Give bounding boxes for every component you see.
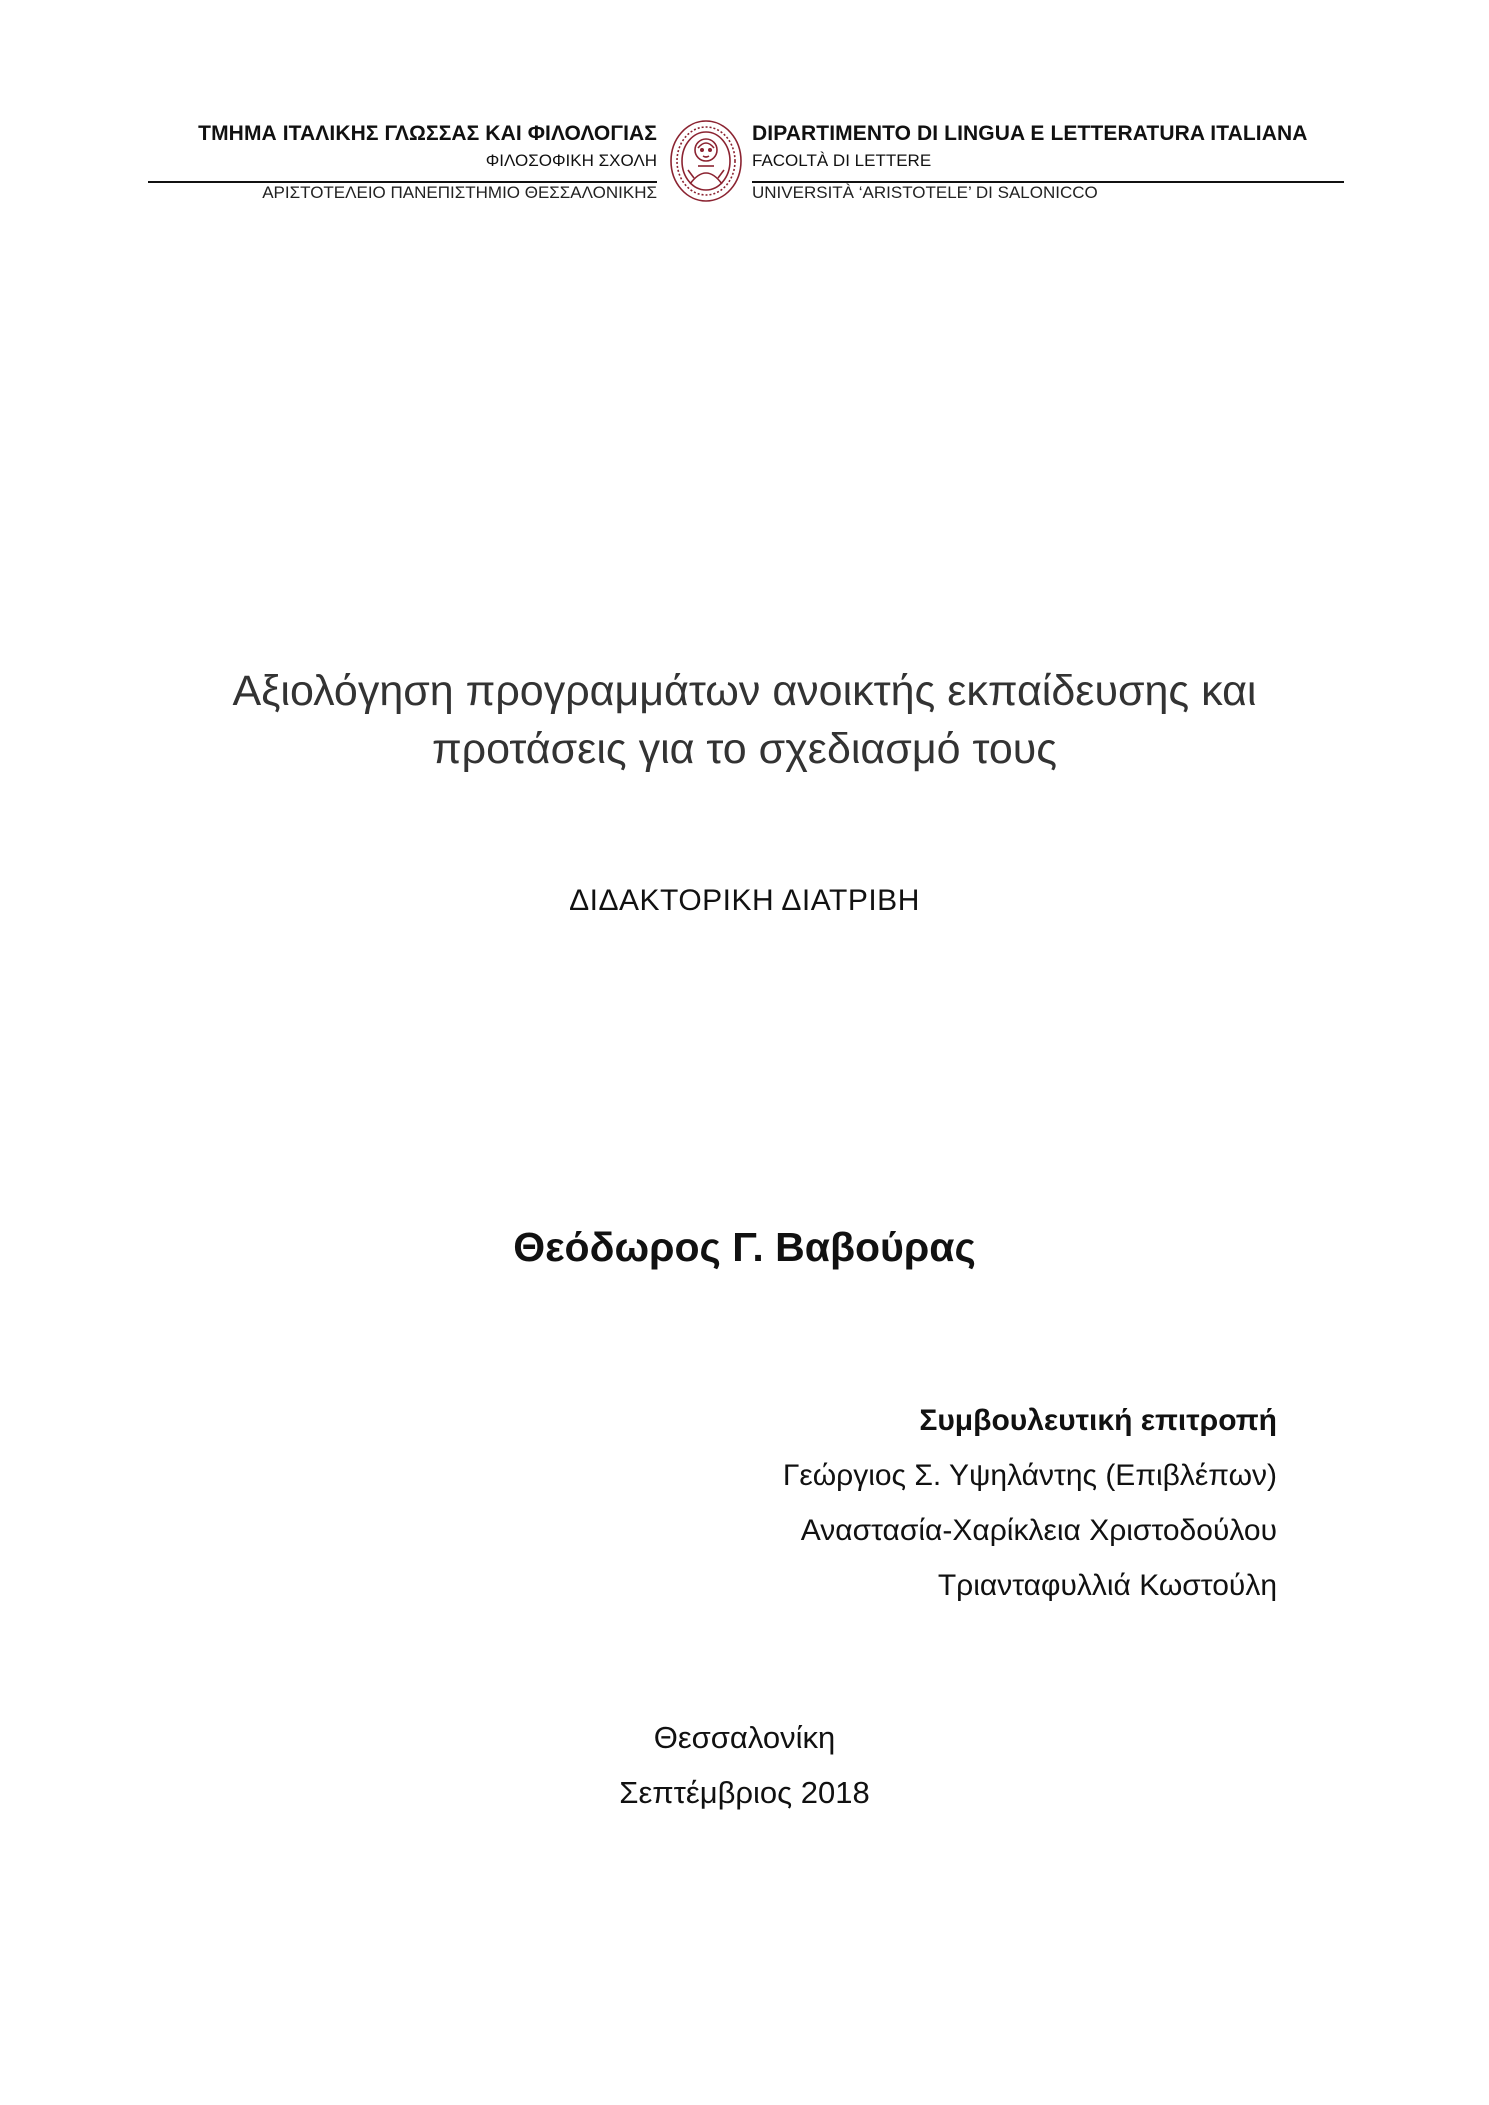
document-type: ΔΙΔΑΚΤΟΡΙΚΗ ΔΙΑΤΡΙΒΗ [569, 884, 920, 917]
thesis-title-line-2: προτάσεις για το σχεδιασμό τους [431, 725, 1058, 773]
advisory-committee [783, 1394, 1277, 1613]
header-department-italian: DIPARTIMENTO DI LINGUA E LETTERATURA ITALIANA [752, 122, 1308, 145]
place: Θεσσαλονίκη [653, 1720, 836, 1755]
committee-member: Αναστασία-Χαρίκλεια Χριστοδούλου [800, 1514, 1277, 1547]
university-seal-icon [668, 118, 744, 204]
header-university-greek: ΑΡΙΣΤΟΤΕΛΕΙΟ ΠΑΝΕΠΙΣΤΗΜΙΟ ΘΕΣΣΑΛΟΝΙΚΗΣ [262, 183, 657, 202]
header-faculty-greek: ΦΙΛΟΣΟΦΙΚΗ ΣΧΟΛΗ [485, 151, 657, 170]
committee-member: Γεώργιος Σ. Υψηλάντης (Επιβλέπων) [782, 1459, 1277, 1492]
header-right-block [752, 122, 1308, 203]
committee-heading: Συμβουλευτική επιτροπή [919, 1404, 1277, 1437]
header-rule-left [148, 181, 657, 183]
header-faculty-italian: FACOLTÀ DI LETTERE [752, 151, 932, 170]
date: Σεπτέμβριος 2018 [619, 1775, 870, 1810]
author-name: Θεόδωρος Γ. Βαβούρας [513, 1224, 976, 1270]
header-university-italian: UNIVERSITÀ ‘ARISTOTELE’ DI SALONICCO [752, 183, 1098, 202]
committee-member: Τριανταφυλλιά Κωστούλη [937, 1569, 1277, 1602]
header-rule-right [752, 181, 1344, 183]
thesis-title [0, 662, 1489, 778]
thesis-title-line-1: Αξιολόγηση προγραμμάτων ανοικτής εκπαίδευσης και [232, 667, 1257, 715]
header-department-greek: ΤΜΗΜΑ ΙΤΑΛΙΚΗΣ ΓΛΩΣΣΑΣ ΚΑΙ ΦΙΛΟΛΟΓΙΑΣ [198, 122, 657, 145]
header-left-block [198, 122, 657, 203]
